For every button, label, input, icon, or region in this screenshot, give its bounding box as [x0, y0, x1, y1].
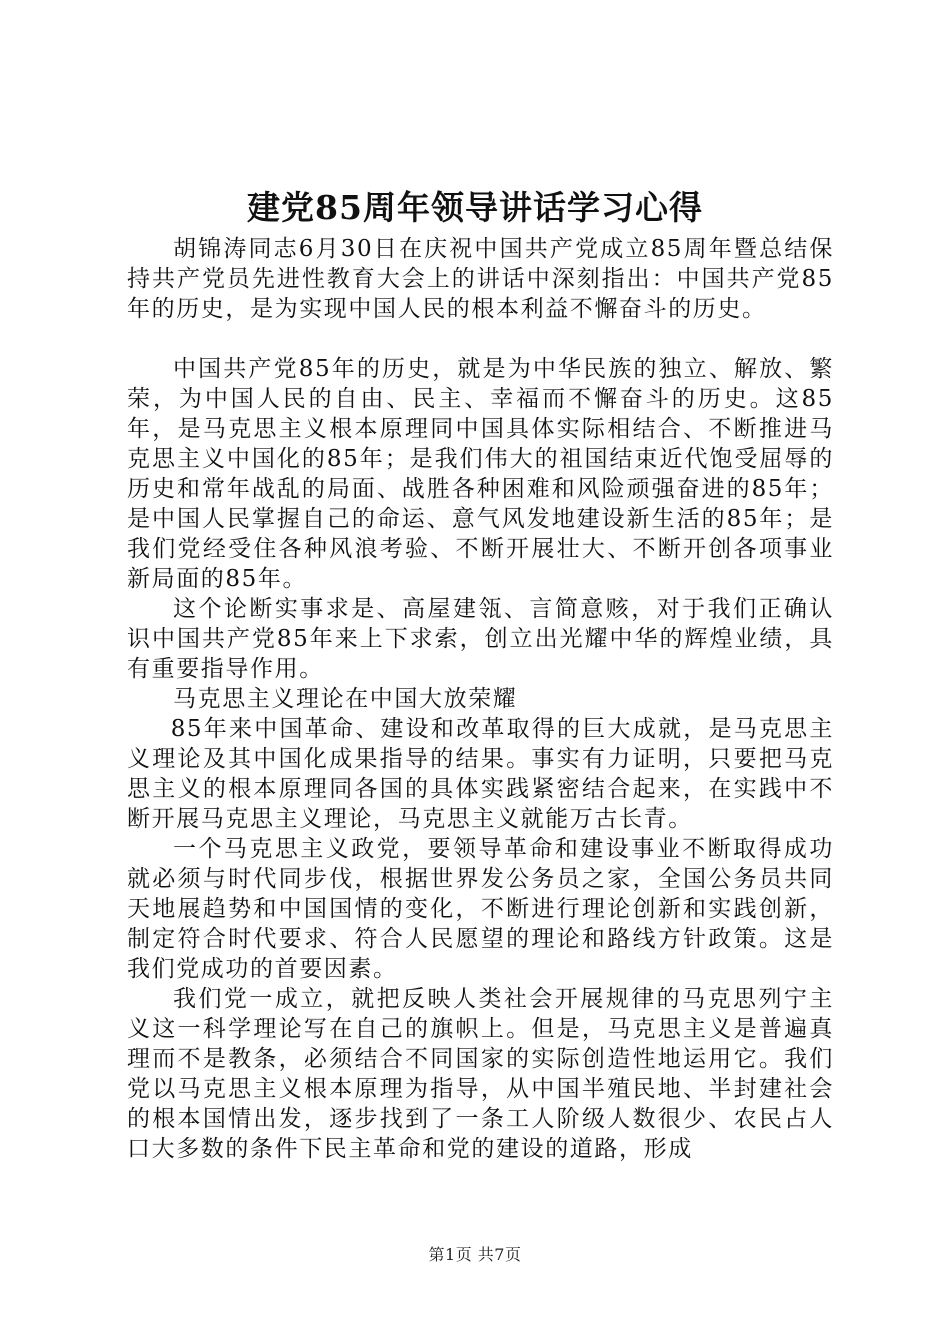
- paragraph-marxism: 我们党一成立，就把反映人类社会开展规律的马克思列宁主义这一科学理论写在自己的旗帜上。但是，马克思主义是普遍真理而不是教条，必须结合不同国家的实际创造性地运用它。我们党以马克思主义根本原理为指导，从中国半殖民地、半封建社会的根本国情出发，逐步找到了一条工人阶级人数很少、农民占人口大多数的条件下民主革命和党的建设的道路，形成: [127, 986, 834, 1162]
- paragraph-party-innovation: 一个马克思主义政党，要领导革命和建设事业不断取得成功就必须与时代同步伐，根据世界发公务员之家，全国公务员共同天地展趋势和中国国情的变化，不断进行理论创新和实践创新，制定符合时代要求、符合人民愿望的理论和路线方针政策。这是我们党成功的首要因素。: [127, 836, 834, 982]
- paragraph-history: 中国共产党85年的历史，就是为中华民族的独立、解放、繁荣，为中国人民的自由、民主、幸福而不懈奋斗的历史。这85年，是马克思主义根本原理同中国具体实际相结合、不断推进马克思主义中国化的85年；是我们伟大的祖国结束近代饱受屈辱的历史和常年战乱的局面、战胜各种困难和风险顽强奋进的85年；是中国人民掌握自己的命运、意气风发地建设新生活的85年；是我们党经受住各种风浪考验、不断开展壮大、不断开创各项事业新局面的85年。: [127, 356, 834, 592]
- paragraph-assessment: 这个论断实事求是、高屋建瓴、言简意赅，对于我们正确认识中国共产党85年来上下求索，创立出光耀中华的辉煌业绩，具有重要指导作用。: [127, 596, 834, 682]
- document-title: 建党85周年领导讲话学习心得: [247, 188, 703, 227]
- paragraph-spacer: [127, 324, 834, 354]
- section-heading: 马克思主义理论在中国大放荣耀: [173, 686, 518, 712]
- paragraph-achievements: 85年来中国革命、建设和改革取得的巨大成就，是马克思主义理论及其中国化成果指导的结果。事实有力证明，只要把马克思主义的根本原理同各国的具体实践紧密结合起来，在实践中不断开展马克思主义理论，马克思主义就能万古长青。: [127, 716, 834, 832]
- page-footer: 第1页 共7页: [428, 1245, 522, 1264]
- paragraph-intro: 胡锦涛同志6月30日在庆祝中国共产党成立85周年暨总结保持共产党员先进性教育大会上的讲话中深刻指出：中国共产党85年的历史，是为实现中国人民的根本利益不懈奋斗的历史。: [127, 236, 834, 322]
- document-body: [127, 234, 834, 1164]
